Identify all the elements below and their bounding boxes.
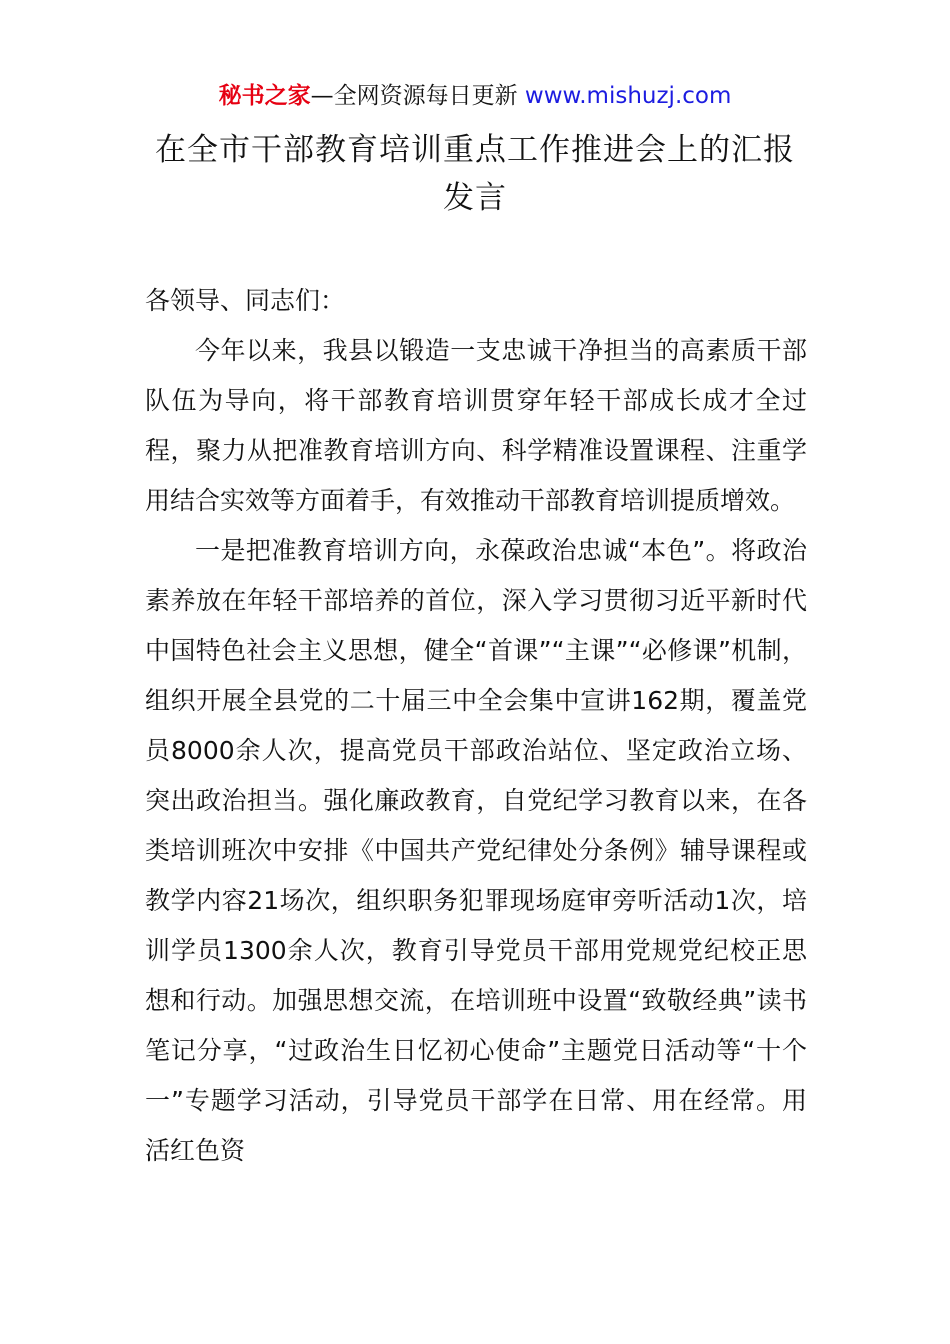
- site-url-link[interactable]: www.mishuzj.com: [524, 83, 732, 109]
- paragraph-intro: 今年以来，我县以锻造一支忠诚干净担当的高素质干部队伍为导向，将干部教育培训贯穿年轻干部成长成才全过程，聚力从把准教育培训方向、科学精准设置课程、注重学用结合实效等方面着手，有效推动干部教育培训提质增效。: [145, 336, 807, 515]
- salutation: 各领导、同志们：: [145, 286, 346, 315]
- site-tagline: —全网资源每日更新: [310, 83, 525, 109]
- site-brand: 秘书之家: [218, 83, 311, 109]
- document-body: [145, 276, 807, 1176]
- paragraph-point-one: 一是把准教育培训方向，永葆政治忠诚“本色”。将政治素养放在年轻干部培养的首位，深入学习贯彻习近平新时代中国特色社会主义思想，健全“首课”“主课”“必修课”机制，组织开展全县党的二十届三中全会集中宣讲162期，覆盖党员8000余人次，提高党员干部政治站位、坚定政治立场、突出政治担当。强化廉政教育，自党纪学习教育以来，在各类培训班次中安排《中国共产党纪律处分条例》辅导课程或教学内容21场次，组织职务犯罪现场庭审旁听活动1次，培训学员1300余人次，教育引导党员干部用党规党纪校正思想和行动。加强思想交流，在培训班中设置“致敬经典”读书笔记分享，“过政治生日忆初心使命”主题党日活动等“十个一”专题学习活动，引导党员干部学在日常、用在经常。用活红色资: [145, 536, 807, 1165]
- site-header: [0, 80, 950, 112]
- document-title: 在全市干部教育培训重点工作推进会上的汇报发言: [155, 132, 795, 216]
